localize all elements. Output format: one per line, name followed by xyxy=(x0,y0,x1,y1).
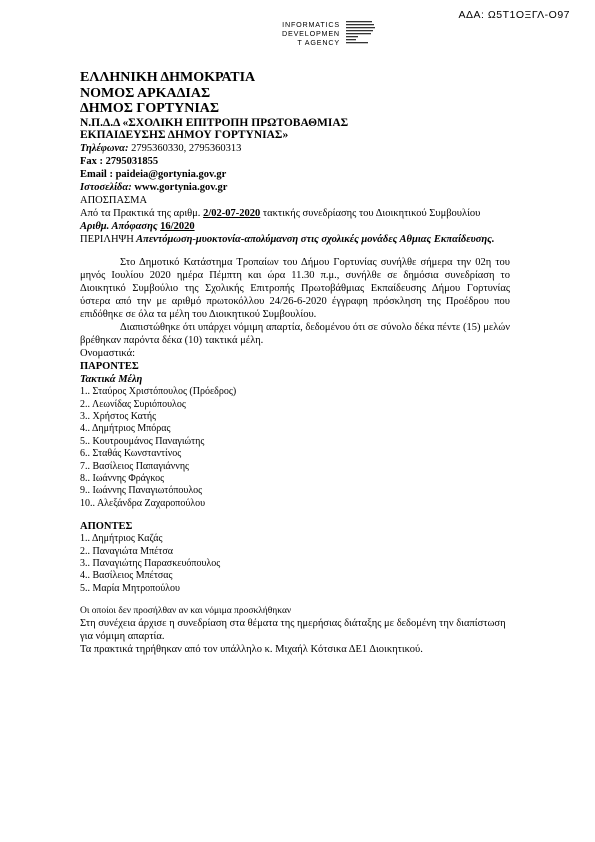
website-value: www.gortynia.gov.gr xyxy=(131,182,228,194)
header-prefecture: ΝΟΜΟΣ ΑΡΚΑΔΙΑΣ xyxy=(80,85,211,101)
list-item: 4.. Δημήτριος Μπόρας xyxy=(80,423,171,435)
header-entity-line1: Ν.Π.Δ.Δ «ΣΧΟΛΙΚΗ ΕΠΙΤΡΟΠΗ ΠΡΩΤΟΒΑΘΜΙΑΣ xyxy=(80,116,349,129)
agency-logo xyxy=(282,20,376,51)
summary-label: ΠΕΡΙΛΗΨΗ xyxy=(80,234,134,246)
document-body xyxy=(80,70,510,656)
quorum-paragraph: Διαπιστώθηκε ότι υπάρχει νόμιμη απαρτία, δεδομένου ότι σε σύνολο δέκα πέντε (15) μελών βρέθηκαν παρόντα δέκα (10) τακτικά μέλη. xyxy=(80,322,510,347)
logo-line: DEVELOPMEN xyxy=(282,29,340,38)
summary xyxy=(80,233,510,246)
decision-line xyxy=(80,220,510,233)
fax-line: Fax : 2795031855 xyxy=(80,156,159,168)
minutes-keeper-note: Τα πρακτικά τηρήθηκαν από τον υπάλληλο κ. Μιχαήλ Κότσικα ΔΕ1 Διοικητικού. xyxy=(80,644,423,656)
extract-title: ΑΠΟΣΠΑΣΜΑ xyxy=(80,195,148,207)
list-item: 2.. Λεωνίδας Συριόπουλος xyxy=(80,398,186,410)
list-item: 8.. Ιωάννης Φράγκος xyxy=(80,472,165,484)
list-item: 5.. Κουτρουμάνος Παναγιώτης xyxy=(80,435,205,447)
absent-list xyxy=(80,533,510,595)
logo-line: T AGENCY xyxy=(297,38,340,47)
list-item: 5.. Μαρία Μητροπούλου xyxy=(80,582,180,594)
list-item: 3.. Παναγιώτης Παρασκευόπουλος xyxy=(80,557,221,569)
minutes-suffix: τακτικής συνεδρίασης του Διοικητικού Συμβουλίου xyxy=(260,208,481,220)
list-item: 1.. Σταύρος Χριστόπουλος (Πρόεδρος) xyxy=(80,386,237,398)
logo-text xyxy=(282,20,340,47)
header-entity-line2: ΕΚΠΑΙΔΕΥΣΗΣ ΔΗΜΟΥ ΓΟΡΤΥΝΙΑΣ» xyxy=(80,129,289,142)
logo-emblem-icon xyxy=(346,21,376,51)
list-item: 1.. Δημήτριος Καζάς xyxy=(80,533,163,545)
header-municipality: ΔΗΜΟΣ ΓΟΡΤΥΝΙΑΣ xyxy=(80,101,220,116)
website-line xyxy=(80,181,510,194)
email-line: Email : paideia@gortynia.gov.gr xyxy=(80,169,227,181)
minutes-number: 2/02-07-2020 xyxy=(203,208,261,220)
present-subtitle: Τακτικά Μέλη xyxy=(80,374,143,386)
header-republic: ΕΛΛΗΝΙΚΗ ΔΗΜΟΚΡΑΤΙΑ xyxy=(80,70,256,85)
list-item: 2.. Παναγιώτα Μπέτσα xyxy=(80,545,173,557)
phones-label: Τηλέφωνα: xyxy=(80,143,129,155)
absent-note: Οι οποίοι δεν προσήλθαν αν και νόμιμα προσκλήθηκαν xyxy=(80,606,292,617)
phones-line xyxy=(80,142,510,155)
logo-line: INFORMATICS xyxy=(282,20,340,29)
minutes-reference xyxy=(80,207,510,220)
meeting-paragraph: Στο Δημοτικό Κατάστημα Τροπαίων του Δήμου Γορτυνίας συνήλθε σήμερα την 02η του μηνός Ιουλίου 2020 ημέρα Πέμπτη και ώρα 11.30 π.μ., συνήλθε σε δημόσια συνεδρίαση το Διοικητικό Συμβούλιο της Σχολικής Επιτροπής Πρωτοβάθμιας Εκπαίδευσης Δήμου Γορτυνίας ύστερα από την με αριθμό πρωτοκόλλου 24/26-6-2020 έγγραφη πρόσκληση της Προέδρου που επιδόθηκε σε όλα τα μέλη του Διοικητικού Συμβουλίου. xyxy=(80,257,510,321)
names-label: Ονομαστικά: xyxy=(80,348,136,360)
summary-text: Απεντόμωση-μυοκτονία-απολύμανση στις σχολικές μονάδες Αθμιας Εκπαίδευσης. xyxy=(133,234,495,246)
website-label: Ιστοσελίδα: xyxy=(80,182,132,194)
list-item: 10.. Αλεξάνδρα Ζαχαροπούλου xyxy=(80,497,206,509)
decision-number: 16/2020 xyxy=(160,221,195,233)
list-item: 6.. Σταθάς Κωνσταντίνος xyxy=(80,448,182,460)
present-list xyxy=(80,386,510,510)
list-item: 9.. Ιωάννης Παναγιωτόπουλος xyxy=(80,485,203,497)
minutes-prefix: Από τα Πρακτικά της αριθμ. xyxy=(80,208,204,220)
list-item: 7.. Βασίλειος Παπαγιάννης xyxy=(80,460,190,472)
decision-label: Αριθμ. Απόφασης xyxy=(80,221,161,233)
ada-code: ΑΔΑ: Ω5Τ1ΟΞΓΛ-Ο97 xyxy=(458,9,570,21)
list-item: 3.. Χρήστος Κατής xyxy=(80,410,157,422)
list-item: 4.. Βασίλειος Μπέτσας xyxy=(80,570,173,582)
absent-title: ΑΠΟΝΤΕΣ xyxy=(80,521,133,533)
phones-value: 2795360330, 2795360313 xyxy=(128,143,242,155)
present-title: ΠΑΡΟΝΤΕΣ xyxy=(80,361,139,373)
session-start-note: Στη συνέχεια άρχισε η συνεδρίαση στα θέματα της ημερήσιας διάταξης με δεδομένη την διαπίστωση για νόμιμη απαρτία. xyxy=(80,618,506,643)
